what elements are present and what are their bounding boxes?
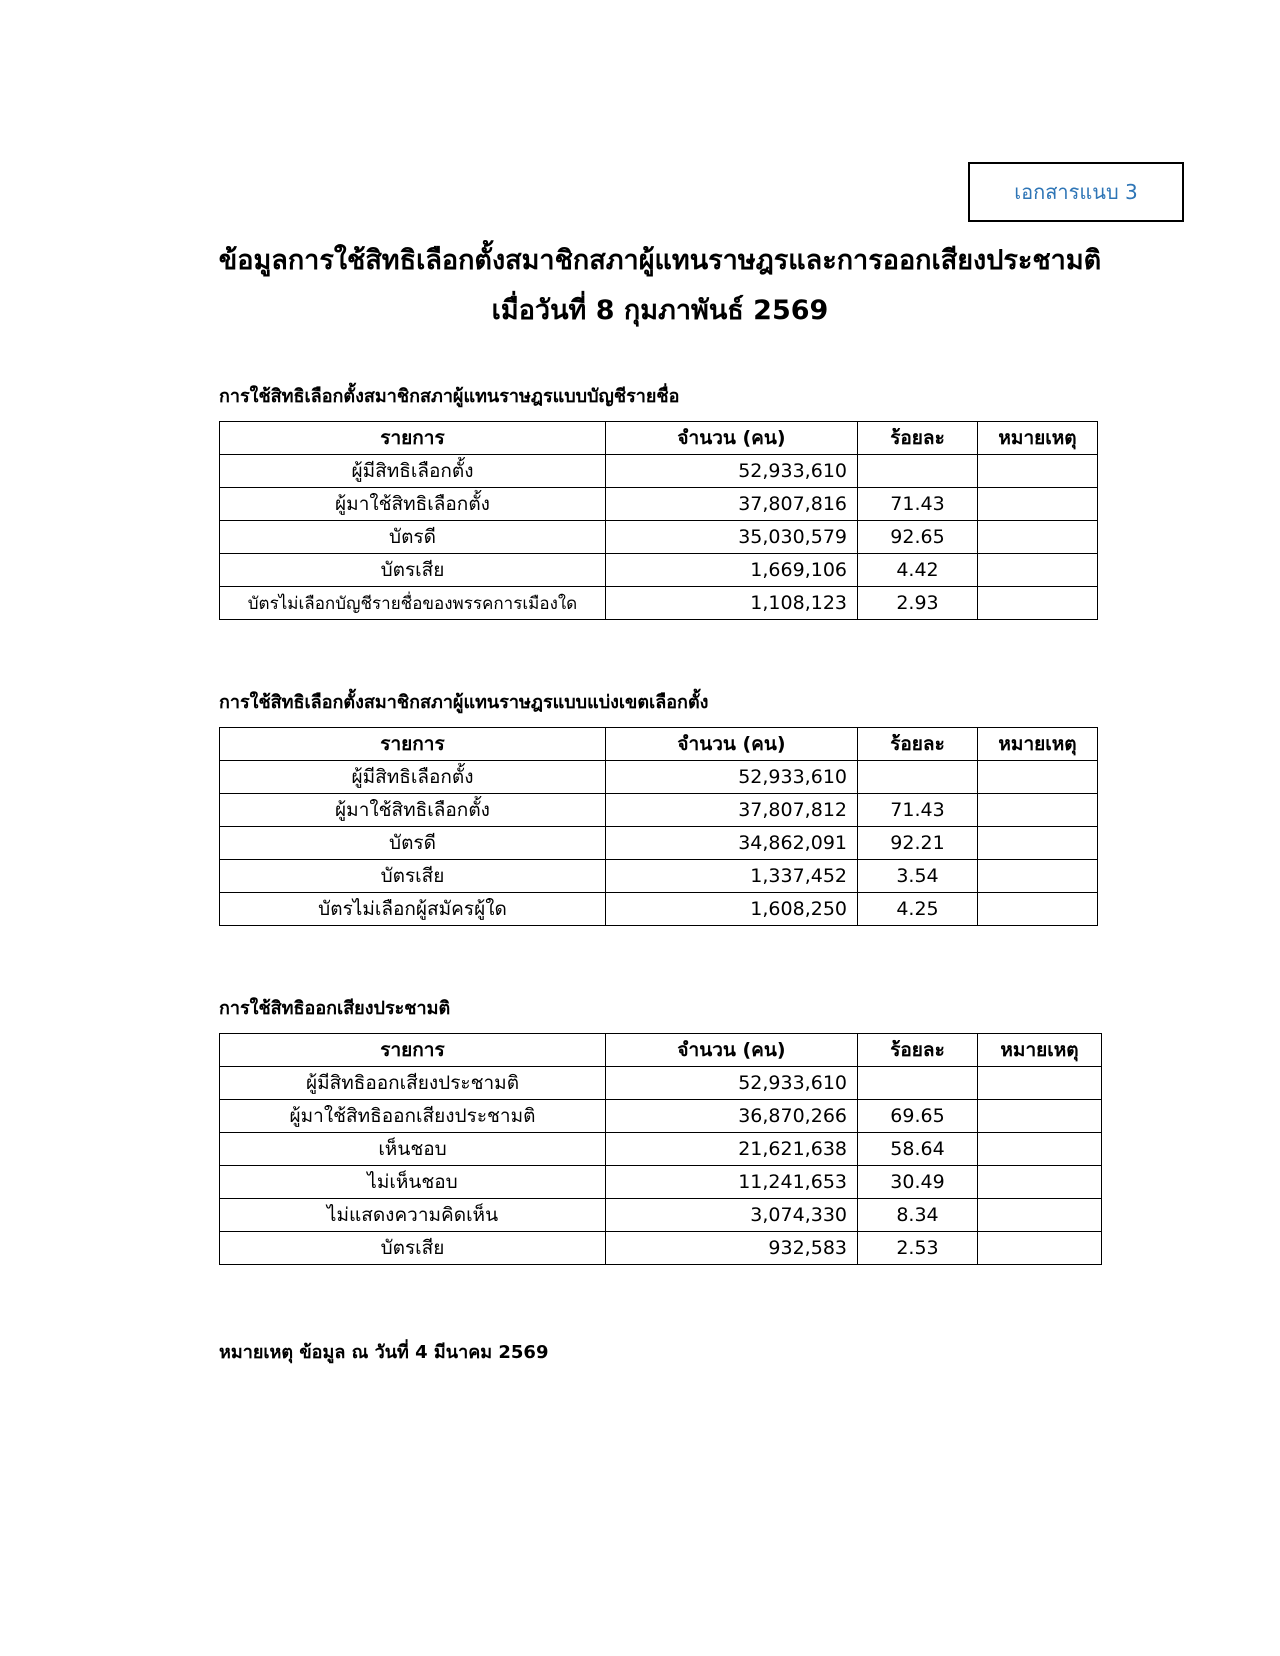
table-party-list xyxy=(219,421,1098,620)
cell-percent: 4.42 xyxy=(858,554,978,587)
cell-item: เห็นชอบ xyxy=(220,1133,606,1166)
cell-item: ผู้มาใช้สิทธิเลือกตั้ง xyxy=(220,488,606,521)
cell-count: 37,807,816 xyxy=(606,488,858,521)
cell-note xyxy=(978,587,1098,620)
cell-count: 34,862,091 xyxy=(606,827,858,860)
cell-note xyxy=(978,761,1098,794)
cell-note xyxy=(978,1067,1102,1100)
cell-percent: 30.49 xyxy=(858,1166,978,1199)
cell-note xyxy=(978,1199,1102,1232)
cell-note xyxy=(978,893,1098,926)
cell-note xyxy=(978,1100,1102,1133)
cell-item: ผู้มีสิทธิเลือกตั้ง xyxy=(220,455,606,488)
cell-item: ผู้มาใช้สิทธิออกเสียงประชามติ xyxy=(220,1100,606,1133)
table-row xyxy=(220,1232,1102,1265)
cell-note xyxy=(978,1133,1102,1166)
cell-count: 1,669,106 xyxy=(606,554,858,587)
cell-count: 3,074,330 xyxy=(606,1199,858,1232)
cell-percent: 2.53 xyxy=(858,1232,978,1265)
table-row xyxy=(220,860,1098,893)
section-heading-party-list: การใช้สิทธิเลือกตั้งสมาชิกสภาผู้แทนราษฎรแบบบัญชีรายชื่อ xyxy=(219,386,680,407)
table-referendum xyxy=(219,1033,1102,1265)
header-percent: ร้อยละ xyxy=(858,1034,978,1067)
cell-percent: 4.25 xyxy=(858,893,978,926)
cell-item: บัตรดี xyxy=(220,521,606,554)
cell-percent: 3.54 xyxy=(858,860,978,893)
cell-note xyxy=(978,1166,1102,1199)
cell-count: 35,030,579 xyxy=(606,521,858,554)
cell-percent: 71.43 xyxy=(858,794,978,827)
cell-count: 1,108,123 xyxy=(606,587,858,620)
table-row xyxy=(220,794,1098,827)
table-header-row xyxy=(220,728,1098,761)
table-row xyxy=(220,587,1098,620)
table-row xyxy=(220,827,1098,860)
cell-note xyxy=(978,488,1098,521)
header-item: รายการ xyxy=(220,728,606,761)
header-note: หมายเหตุ xyxy=(978,1034,1102,1067)
table-row xyxy=(220,1166,1102,1199)
table-row xyxy=(220,1067,1102,1100)
cell-item: บัตรดี xyxy=(220,827,606,860)
cell-percent: 69.65 xyxy=(858,1100,978,1133)
table-row xyxy=(220,1100,1102,1133)
cell-note xyxy=(978,827,1098,860)
cell-percent: 92.21 xyxy=(858,827,978,860)
cell-item: ผู้มีสิทธิเลือกตั้ง xyxy=(220,761,606,794)
cell-item: ผู้มาใช้สิทธิเลือกตั้ง xyxy=(220,794,606,827)
table-row xyxy=(220,488,1098,521)
cell-item: ไม่แสดงความคิดเห็น xyxy=(220,1199,606,1232)
cell-count: 52,933,610 xyxy=(606,455,858,488)
cell-count: 52,933,610 xyxy=(606,1067,858,1100)
section-heading-referendum: การใช้สิทธิออกเสียงประชามติ xyxy=(219,998,451,1019)
cell-item: บัตรเสีย xyxy=(220,1232,606,1265)
cell-percent: 58.64 xyxy=(858,1133,978,1166)
cell-count: 37,807,812 xyxy=(606,794,858,827)
cell-note xyxy=(978,1232,1102,1265)
table-constituency xyxy=(219,727,1098,926)
title-line-2: เมื่อวันที่ 8 กุมภาพันธ์ 2569 xyxy=(491,295,829,326)
cell-item: บัตรเสีย xyxy=(220,554,606,587)
cell-percent xyxy=(858,761,978,794)
cell-note xyxy=(978,554,1098,587)
cell-percent: 8.34 xyxy=(858,1199,978,1232)
cell-count: 21,621,638 xyxy=(606,1133,858,1166)
cell-item: บัตรไม่เลือกบัญชีรายชื่อของพรรคการเมืองใด xyxy=(220,587,606,620)
cell-count: 52,933,610 xyxy=(606,761,858,794)
header-count: จำนวน (คน) xyxy=(606,728,858,761)
header-percent: ร้อยละ xyxy=(858,728,978,761)
header-percent: ร้อยละ xyxy=(858,422,978,455)
title-line-1: ข้อมูลการใช้สิทธิเลือกตั้งสมาชิกสภาผู้แทนราษฎรและการออกเสียงประชามติ xyxy=(218,245,1102,276)
cell-percent: 71.43 xyxy=(858,488,978,521)
cell-count: 932,583 xyxy=(606,1232,858,1265)
cell-note xyxy=(978,455,1098,488)
header-item: รายการ xyxy=(220,422,606,455)
footnote: หมายเหตุ ข้อมูล ณ วันที่ 4 มีนาคม 2569 xyxy=(219,1342,549,1363)
header-item: รายการ xyxy=(220,1034,606,1067)
header-count: จำนวน (คน) xyxy=(606,1034,858,1067)
cell-count: 1,608,250 xyxy=(606,893,858,926)
cell-percent: 92.65 xyxy=(858,521,978,554)
cell-note xyxy=(978,794,1098,827)
cell-percent: 2.93 xyxy=(858,587,978,620)
cell-item: ผู้มีสิทธิออกเสียงประชามติ xyxy=(220,1067,606,1100)
table-row xyxy=(220,761,1098,794)
cell-count: 36,870,266 xyxy=(606,1100,858,1133)
cell-count: 1,337,452 xyxy=(606,860,858,893)
table-row xyxy=(220,521,1098,554)
table-header-row xyxy=(220,422,1098,455)
cell-item: บัตรไม่เลือกผู้สมัครผู้ใด xyxy=(220,893,606,926)
attachment-label-box xyxy=(968,162,1184,222)
header-note: หมายเหตุ xyxy=(978,422,1098,455)
attachment-label: เอกสารแนบ 3 xyxy=(1014,180,1138,204)
table-row xyxy=(220,455,1098,488)
cell-item: บัตรเสีย xyxy=(220,860,606,893)
table-row xyxy=(220,1133,1102,1166)
cell-note xyxy=(978,521,1098,554)
table-row xyxy=(220,554,1098,587)
cell-note xyxy=(978,860,1098,893)
cell-item: ไม่เห็นชอบ xyxy=(220,1166,606,1199)
section-heading-constituency: การใช้สิทธิเลือกตั้งสมาชิกสภาผู้แทนราษฎรแบบแบ่งเขตเลือกตั้ง xyxy=(219,692,709,713)
header-count: จำนวน (คน) xyxy=(606,422,858,455)
cell-count: 11,241,653 xyxy=(606,1166,858,1199)
table-row xyxy=(220,893,1098,926)
document-title xyxy=(120,236,1200,336)
cell-percent xyxy=(858,455,978,488)
header-note: หมายเหตุ xyxy=(978,728,1098,761)
cell-percent xyxy=(858,1067,978,1100)
table-header-row xyxy=(220,1034,1102,1067)
table-row xyxy=(220,1199,1102,1232)
